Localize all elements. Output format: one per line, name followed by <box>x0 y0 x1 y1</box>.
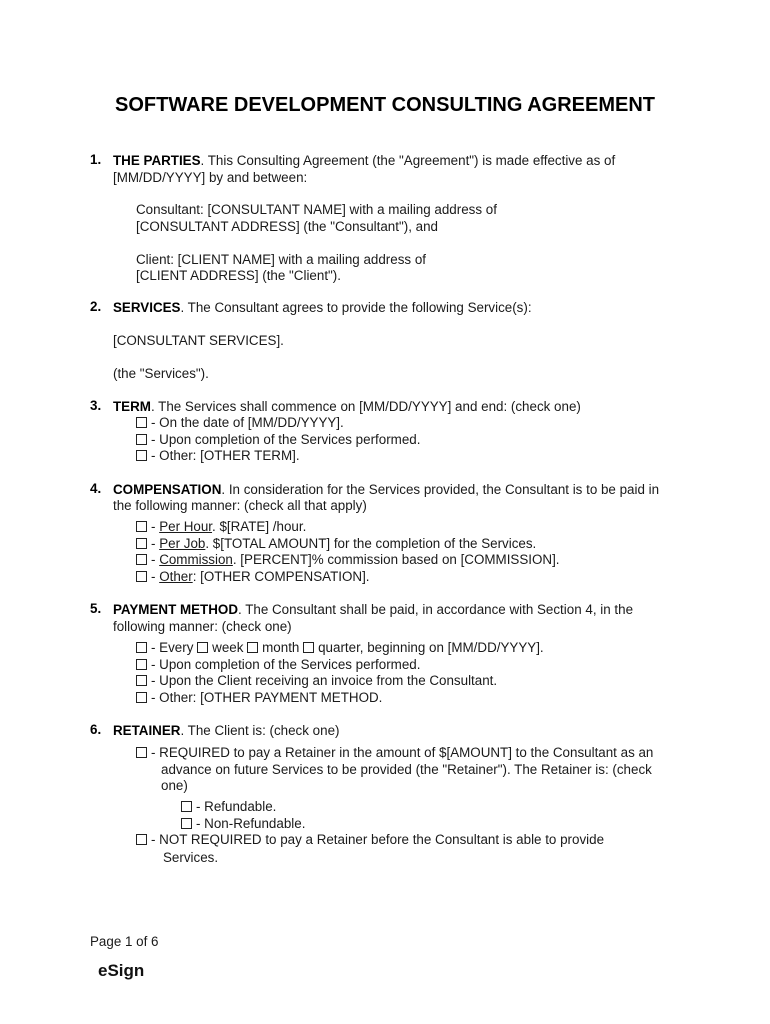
section-6-text: . The Client is: (check one) <box>180 723 340 738</box>
section-5-text: . The Consultant shall be paid, in accordance with Section 4, in the <box>238 602 634 617</box>
payment-option-invoice: - Upon the Client receiving an invoice from the Consultant. <box>136 672 497 689</box>
services-definition: (the "Services"). <box>113 366 209 381</box>
checkbox[interactable] <box>247 642 258 653</box>
section-3-text: . The Services shall commence on [MM/DD/YYYY] and end: (check one) <box>150 399 581 414</box>
payment-option-periodic: - Every week month quarter, beginning on [MM/DD/YYYY]. <box>136 639 544 656</box>
compensation-option-per-hour: - Per Hour. $[RATE] /hour. <box>136 518 306 535</box>
section-2-line-1 <box>113 299 532 316</box>
section-3-heading: TERM <box>113 399 151 414</box>
retainer-option-not-required: - NOT REQUIRED to pay a Retainer before the Consultant is able to provide <box>136 831 604 848</box>
section-6-line-1 <box>113 722 339 739</box>
document-title: SOFTWARE DEVELOPMENT CONSULTING AGREEMENT <box>114 94 655 116</box>
checkbox[interactable] <box>136 571 147 582</box>
section-6-heading: RETAINER <box>113 723 181 738</box>
checkbox[interactable] <box>197 642 208 653</box>
section-1-heading: THE PARTIES <box>113 153 201 168</box>
checkbox[interactable] <box>136 675 147 686</box>
checkbox[interactable] <box>136 417 147 428</box>
retainer-option-required: - REQUIRED to pay a Retainer in the amount of $[AMOUNT] to the Consultant as an <box>136 744 653 761</box>
checkbox[interactable] <box>181 801 192 812</box>
section-4-line-1 <box>113 481 659 498</box>
section-1-text: . This Consulting Agreement (the "Agreement") is made effective as of <box>200 153 616 168</box>
checkbox[interactable] <box>136 642 147 653</box>
checkbox[interactable] <box>136 554 147 565</box>
checkbox[interactable] <box>136 747 147 758</box>
section-4-line-2: the following manner: (check all that apply) <box>113 498 367 513</box>
section-2-text: . The Consultant agrees to provide the following Service(s): <box>180 300 532 315</box>
section-3-number: 3. <box>90 398 102 413</box>
checkbox[interactable] <box>136 538 147 549</box>
compensation-option-other: - Other: [OTHER COMPENSATION]. <box>136 568 370 585</box>
retainer-required-line-3: one) <box>161 778 188 793</box>
section-2-heading: SERVICES <box>113 300 181 315</box>
section-6-number: 6. <box>90 722 102 737</box>
section-2-number: 2. <box>90 299 102 314</box>
compensation-option-commission: - Commission. [PERCENT]% commission based on [COMMISSION]. <box>136 551 560 568</box>
section-5-line-1 <box>113 601 633 618</box>
compensation-option-per-job: - Per Job. $[TOTAL AMOUNT] for the completion of the Services. <box>136 535 536 552</box>
checkbox[interactable] <box>136 659 147 670</box>
term-option-completion: - Upon completion of the Services performed. <box>136 431 420 448</box>
consultant-line-1: Consultant: [CONSULTANT NAME] with a mailing address of <box>136 202 497 217</box>
checkbox[interactable] <box>136 434 147 445</box>
client-line-1: Client: [CLIENT NAME] with a mailing address of <box>136 252 426 267</box>
section-5-number: 5. <box>90 601 102 616</box>
section-4-number: 4. <box>90 481 102 496</box>
section-3-line-1 <box>113 398 581 415</box>
section-1-line-2: [MM/DD/YYYY] by and between: <box>113 170 308 185</box>
payment-option-other: - Other: [OTHER PAYMENT METHOD. <box>136 689 382 706</box>
section-5-line-2: following manner: (check one) <box>113 619 292 634</box>
section-5-heading: PAYMENT METHOD <box>113 602 238 617</box>
section-1-number: 1. <box>90 152 102 167</box>
checkbox[interactable] <box>136 450 147 461</box>
services-placeholder: [CONSULTANT SERVICES]. <box>113 333 284 348</box>
consultant-line-2: [CONSULTANT ADDRESS] (the "Consultant"), and <box>136 219 438 234</box>
page-number: Page 1 of 6 <box>90 934 159 949</box>
checkbox[interactable] <box>181 818 192 829</box>
checkbox[interactable] <box>303 642 314 653</box>
retainer-non-refundable-option: - Non-Refundable. <box>181 815 305 832</box>
client-line-2: [CLIENT ADDRESS] (the "Client"). <box>136 268 341 283</box>
term-option-other: - Other: [OTHER TERM]. <box>136 447 300 464</box>
payment-option-completion: - Upon completion of the Services performed. <box>136 656 420 673</box>
section-4-heading: COMPENSATION <box>113 482 222 497</box>
term-option-date: - On the date of [MM/DD/YYYY]. <box>136 414 344 431</box>
section-4-text: . In consideration for the Services provided, the Consultant is to be paid in <box>221 482 660 497</box>
checkbox[interactable] <box>136 834 147 845</box>
retainer-required-line-2: advance on future Services to be provided (the "Retainer"). The Retainer is: (check <box>161 762 652 777</box>
section-1-line-1 <box>113 152 615 169</box>
checkbox[interactable] <box>136 692 147 703</box>
retainer-not-required-line-2: Services. <box>163 850 219 865</box>
retainer-refundable-option: - Refundable. <box>181 798 276 815</box>
checkbox[interactable] <box>136 521 147 532</box>
esign-logo: eSign <box>98 961 145 980</box>
